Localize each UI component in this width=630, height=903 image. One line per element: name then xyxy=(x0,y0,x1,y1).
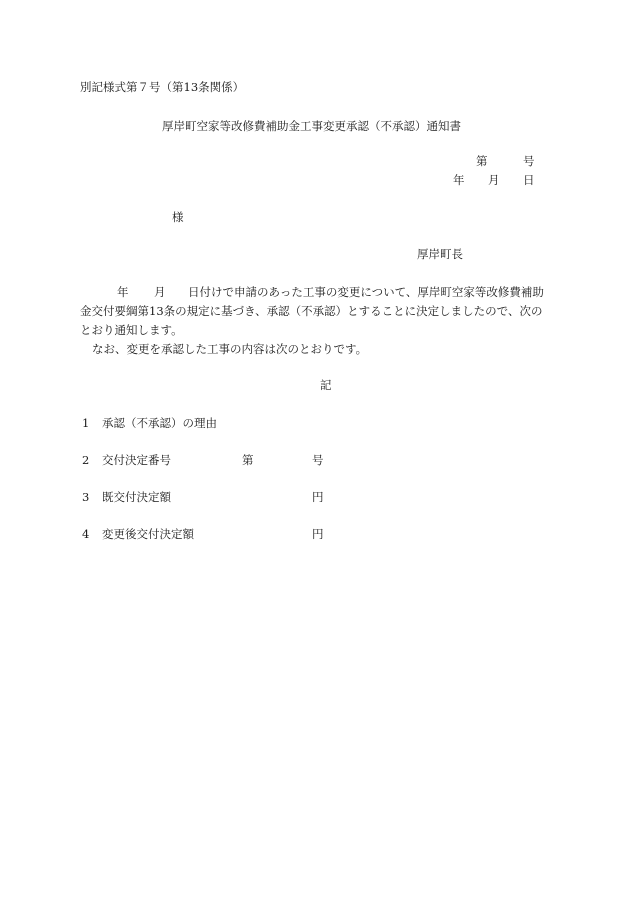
item-prefix: 第 xyxy=(242,453,254,467)
item-number: 2 xyxy=(82,453,90,467)
item-label: 既交付決定額 xyxy=(102,490,171,504)
issuer: 厚岸町長 xyxy=(417,247,463,261)
ki-heading: 記 xyxy=(320,378,332,392)
form-label: 別記様式第７号（第13条関係） xyxy=(80,80,245,94)
body-line-3: とおり通知します。 xyxy=(80,323,183,337)
item-label: 承認（不承認）の理由 xyxy=(102,416,217,430)
body-line-1: 日付けで申請のあった工事の変更について、厚岸町空家等改修費補助 xyxy=(188,285,544,299)
item-suffix: 円 xyxy=(312,490,324,504)
doc-number-suffix: 号 xyxy=(523,154,535,168)
item-suffix: 円 xyxy=(312,527,324,541)
body-line-4: なお、変更を承認した工事の内容は次のとおりです。 xyxy=(92,342,368,356)
body-month: 月 xyxy=(154,285,166,299)
date-year: 年 xyxy=(453,173,465,187)
body-line-2: 金交付要綱第13条の規定に基づき、承認（不承認）とすることに決定しましたので、次の xyxy=(80,304,543,318)
item-number: 3 xyxy=(82,490,90,504)
doc-number-prefix: 第 xyxy=(476,154,488,168)
item-number: 1 xyxy=(82,416,90,430)
date-month: 月 xyxy=(488,173,500,187)
body-year: 年 xyxy=(117,285,129,299)
document-title: 厚岸町空家等改修費補助金工事変更承認（不承認）通知書 xyxy=(162,119,461,133)
item-label: 変更後交付決定額 xyxy=(102,527,194,541)
item-suffix: 号 xyxy=(312,453,324,467)
date-day: 日 xyxy=(523,173,535,187)
recipient-honorific: 様 xyxy=(172,210,184,224)
item-number: 4 xyxy=(82,527,90,541)
item-label: 交付決定番号 xyxy=(102,453,171,467)
